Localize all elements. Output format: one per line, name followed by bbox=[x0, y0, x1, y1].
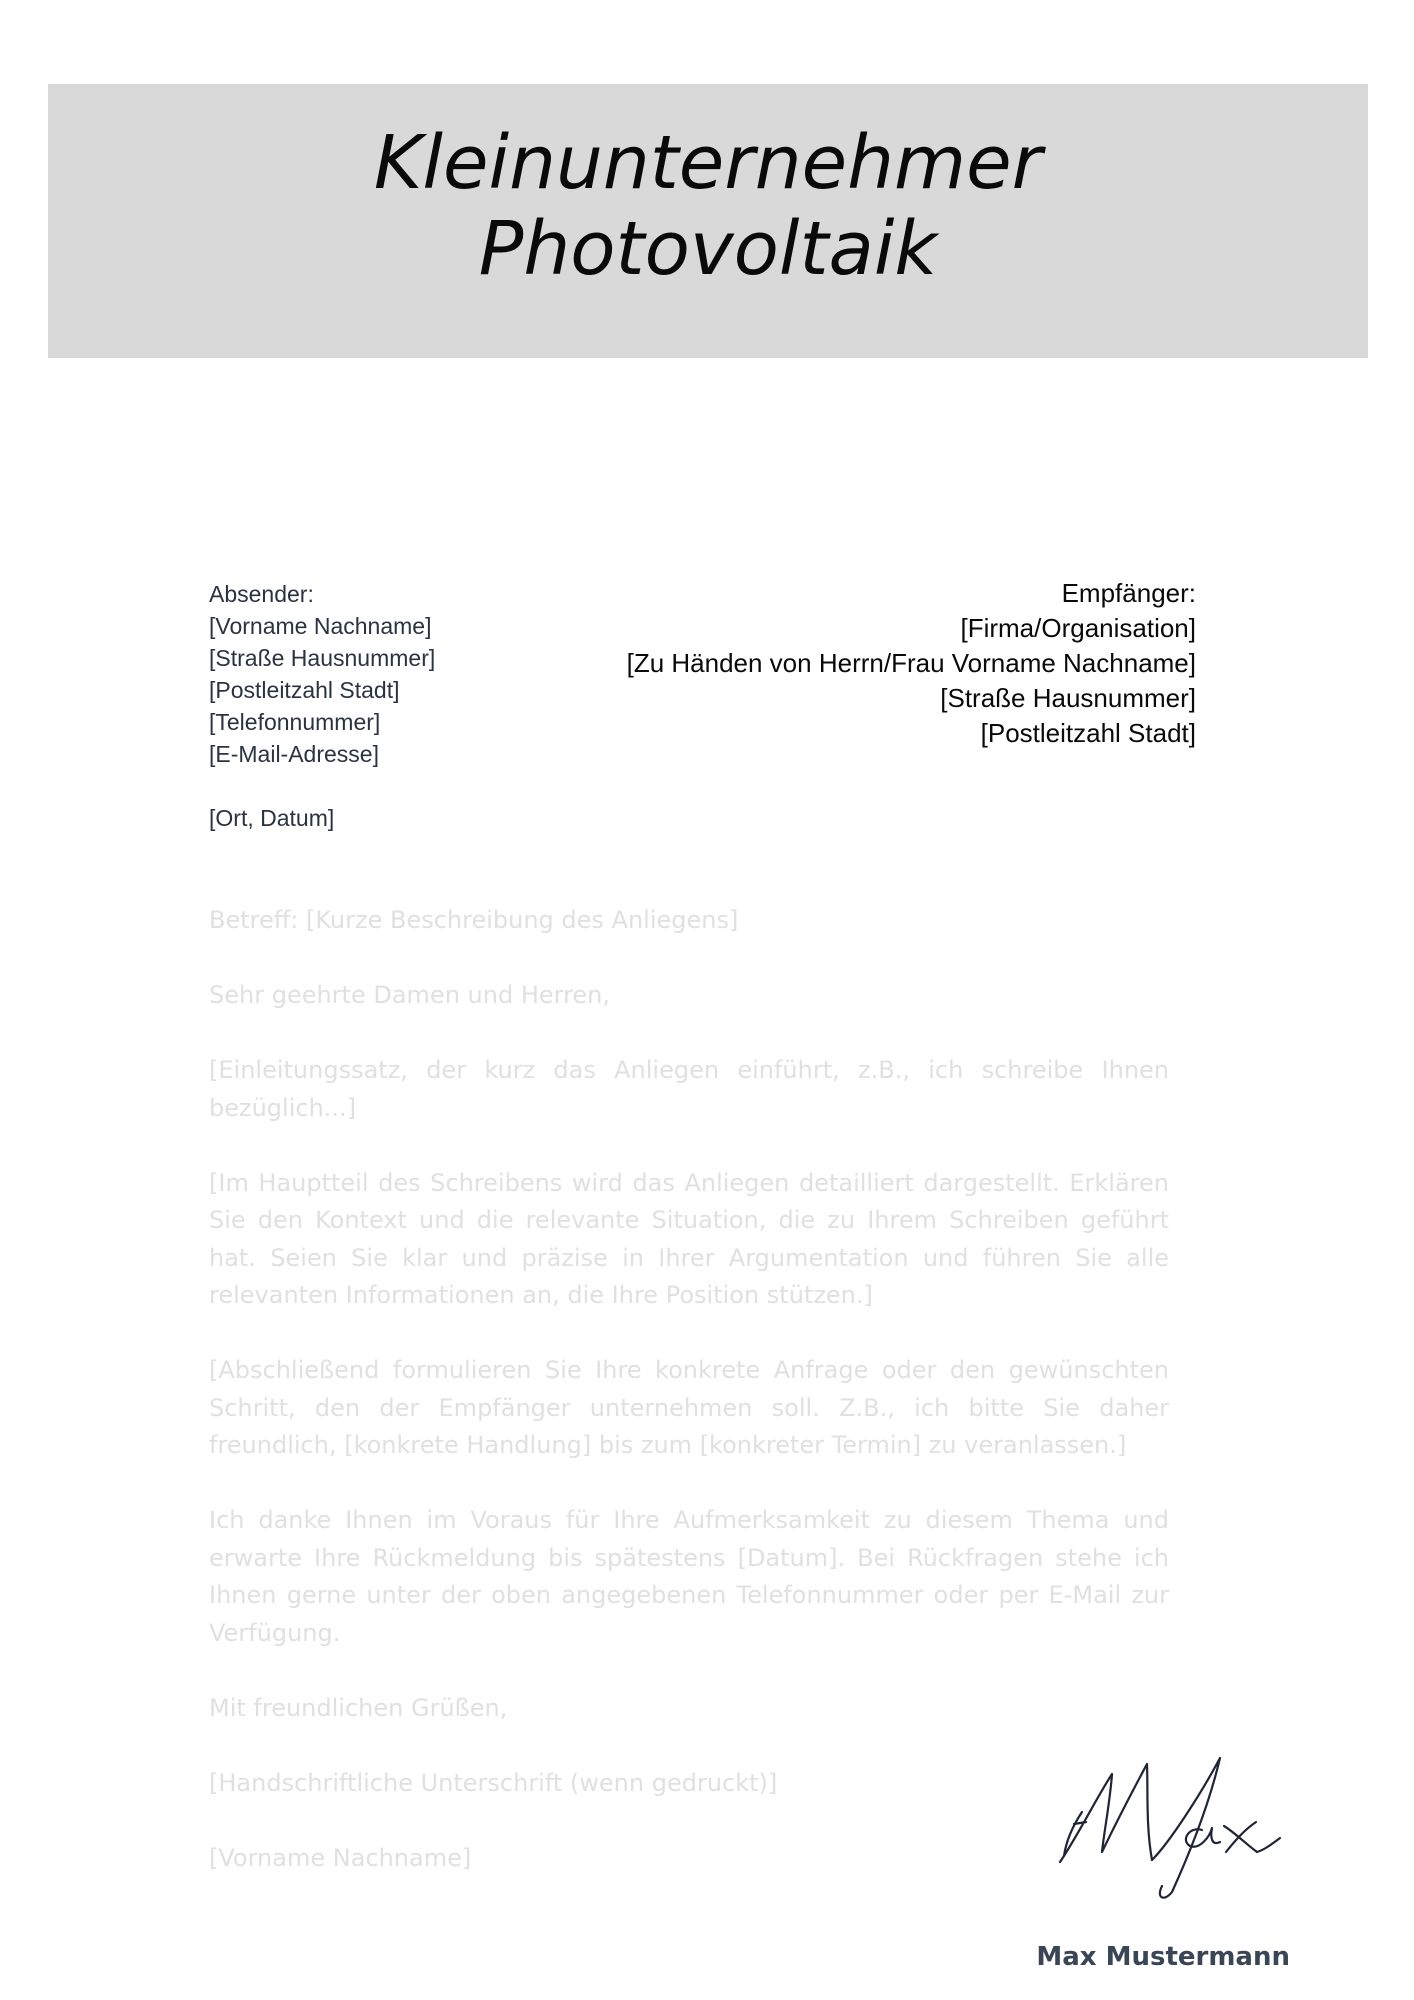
recipient-city: [Postleitzahl Stadt] bbox=[980, 718, 1196, 748]
recipient-company: [Firma/Organisation] bbox=[960, 613, 1196, 643]
signature-placeholder: [Handschriftliche Unterschrift (wenn gedruckt)] bbox=[209, 1768, 778, 1797]
document-title bbox=[48, 120, 1368, 292]
title-line-1: Kleinunternehmer bbox=[373, 120, 1043, 206]
recipient-attention: [Zu Händen von Herrn/Frau Vorname Nachname] bbox=[626, 648, 1196, 678]
subject-line: Betreff: [Kurze Beschreibung des Anliegens] bbox=[209, 906, 739, 934]
handwritten-signature bbox=[1052, 1752, 1282, 1902]
recipient-street: [Straße Hausnummer] bbox=[940, 683, 1196, 713]
recipient-block bbox=[556, 576, 1196, 751]
salutation: Sehr geehrte Damen und Herren, bbox=[209, 981, 611, 1009]
name-placeholder: [Vorname Nachname] bbox=[209, 1843, 472, 1872]
thanks-paragraph: Ich danke Ihnen im Voraus für Ihre Aufmerksamkeit zu diesem Thema und erwarte Ihre Rückmeldung bis spätestens [Datum]. Bei Rückfragen stehe ich Ihnen gerne unter der oben angegebenen Telefonnummer oder per E-Mail zur Verfügung. bbox=[209, 1506, 1169, 1647]
sender-city: [Postleitzahl Stadt] bbox=[209, 677, 400, 703]
request-paragraph: [Abschließend formulieren Sie Ihre konkrete Anfrage oder den gewünschten Schritt, den der Empfänger unternehmen soll. Z.B., ich bitte Sie daher freundlich, [konkrete Handlung] bis zum [konkreter Termin] zu veranlassen.] bbox=[209, 1356, 1169, 1459]
closing: Mit freundlichen Grüßen, bbox=[209, 1693, 508, 1722]
recipient-label: Empfänger: bbox=[1061, 578, 1196, 608]
title-line-2: Photovoltaik bbox=[478, 206, 938, 292]
intro-paragraph: [Einleitungssatz, der kurz das Anliegen einführt, z.B., ich schreibe Ihnen bezüglich...] bbox=[209, 1056, 1169, 1122]
sender-street: [Straße Hausnummer] bbox=[209, 645, 436, 671]
main-paragraph: [Im Hauptteil des Schreibens wird das Anliegen detailliert dargestellt. Erklären Sie den Kontext und die relevante Situation, die zu Ihrem Schreiben geführt hat. Seien Sie klar und präzise in Ihrer Argumentation und führen Sie alle relevanten Informationen an, die Ihre Position stützen.] bbox=[209, 1168, 1169, 1309]
sender-name: [Vorname Nachname] bbox=[209, 613, 432, 639]
title-banner bbox=[48, 84, 1368, 358]
place-date: [Ort, Datum] bbox=[209, 805, 335, 831]
sender-label: Absender: bbox=[209, 581, 314, 607]
letter-body bbox=[209, 902, 1169, 1915]
sender-phone: [Telefonnummer] bbox=[209, 709, 381, 735]
sender-email: [E-Mail-Adresse] bbox=[209, 741, 379, 767]
signature-name: Max Mustermann bbox=[1036, 1942, 1290, 1972]
